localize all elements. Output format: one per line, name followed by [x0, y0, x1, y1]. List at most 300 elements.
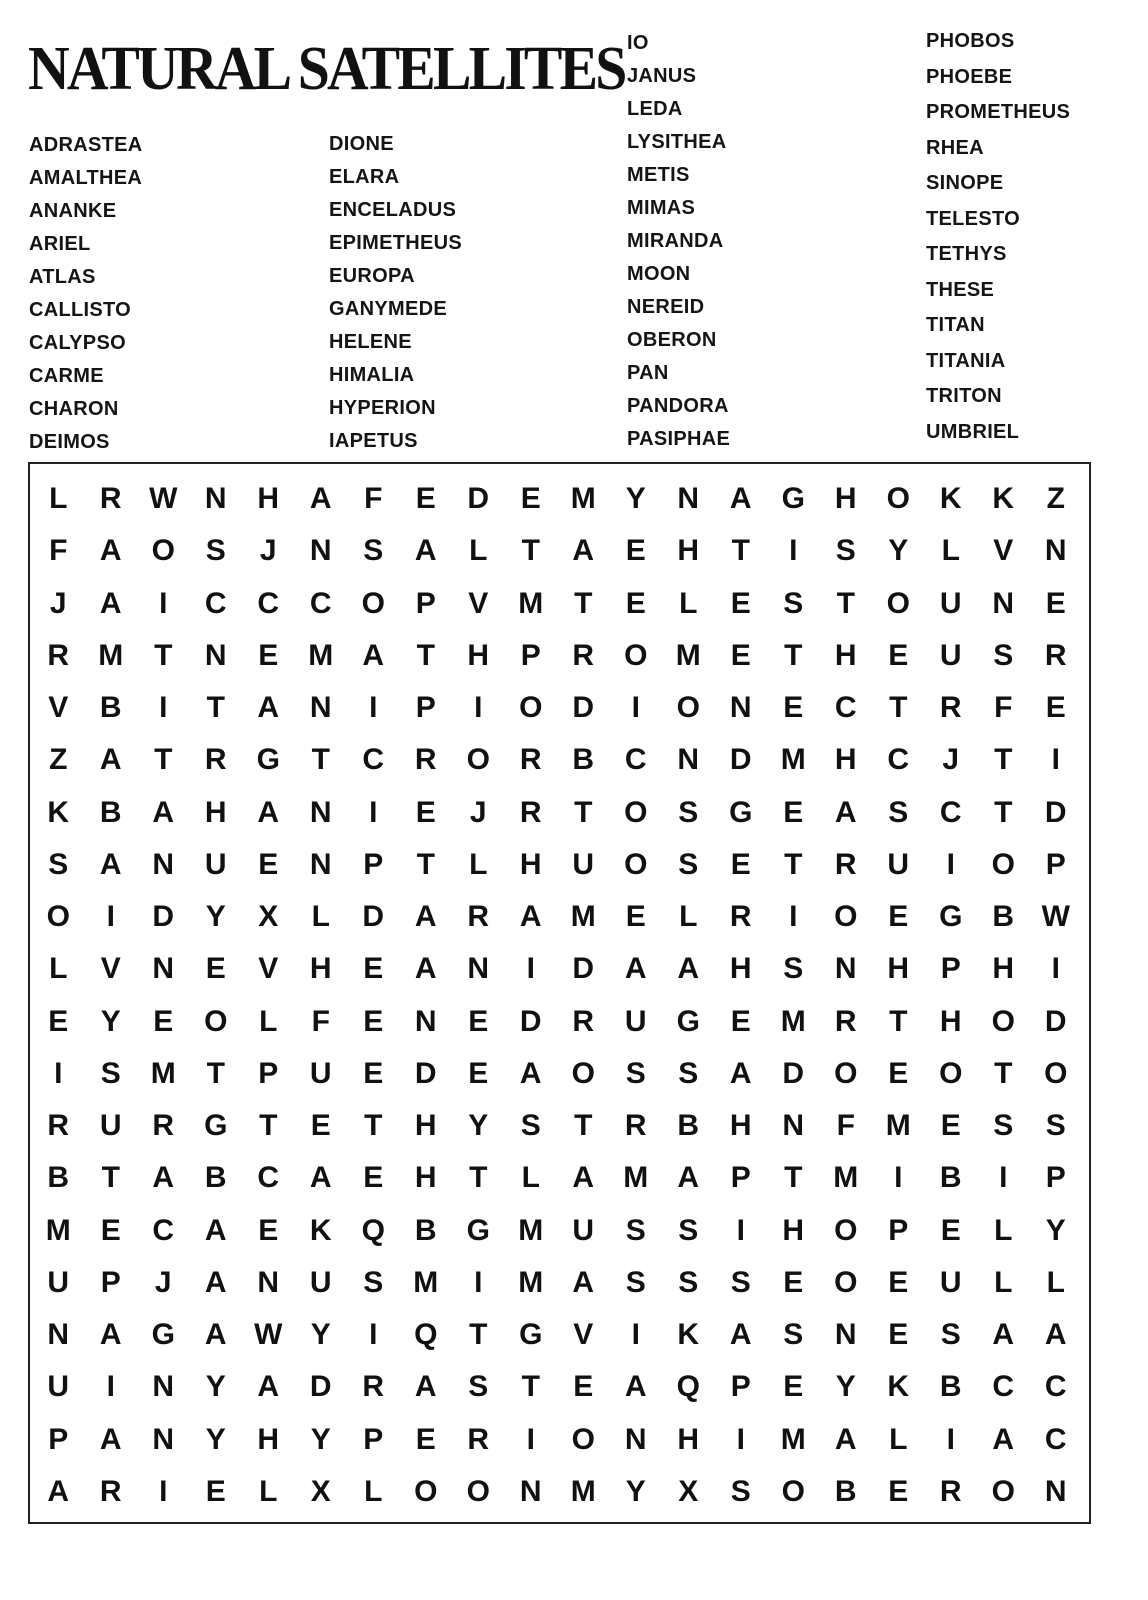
grid-letter[interactable]: B	[99, 691, 122, 725]
grid-letter[interactable]: C	[834, 691, 857, 725]
grid-letter[interactable]: N	[519, 1474, 542, 1508]
grid-letter[interactable]: S	[363, 534, 384, 568]
grid-letter[interactable]: F	[364, 482, 383, 516]
grid-letter[interactable]: Y	[310, 1422, 331, 1456]
grid-letter[interactable]: A	[204, 1318, 227, 1352]
grid-letter[interactable]: C	[1044, 1370, 1067, 1404]
grid-letter[interactable]: G	[781, 482, 805, 516]
grid-letter[interactable]: I	[789, 900, 798, 934]
grid-letter[interactable]: R	[729, 900, 752, 934]
grid-letter[interactable]: T	[521, 1370, 540, 1404]
grid-letter[interactable]: H	[729, 952, 752, 986]
grid-letter[interactable]: G	[204, 1109, 228, 1143]
grid-letter[interactable]: I	[369, 691, 378, 725]
grid-letter[interactable]: D	[729, 743, 752, 777]
grid-letter[interactable]: I	[106, 1370, 115, 1404]
grid-letter[interactable]: N	[1044, 1474, 1067, 1508]
grid-letter[interactable]: L	[49, 482, 68, 516]
grid-letter[interactable]: A	[677, 1161, 700, 1195]
grid-letter[interactable]: A	[729, 1318, 752, 1352]
grid-letter[interactable]: M	[570, 1474, 596, 1508]
grid-letter[interactable]: A	[624, 952, 647, 986]
grid-letter[interactable]: Y	[468, 1109, 489, 1143]
grid-letter[interactable]: T	[311, 743, 330, 777]
grid-letter[interactable]: N	[152, 847, 175, 881]
grid-letter[interactable]: G	[256, 743, 280, 777]
grid-letter[interactable]: T	[101, 1161, 120, 1195]
grid-letter[interactable]: L	[521, 1161, 540, 1195]
grid-letter[interactable]: S	[100, 1056, 121, 1090]
grid-letter[interactable]: D	[782, 1056, 805, 1090]
grid-letter[interactable]: T	[889, 1004, 908, 1038]
grid-letter[interactable]: P	[100, 1265, 121, 1299]
grid-letter[interactable]: O	[466, 743, 490, 777]
grid-letter[interactable]: B	[414, 1213, 437, 1247]
grid-letter[interactable]: A	[624, 1370, 647, 1404]
grid-letter[interactable]: D	[572, 691, 595, 725]
grid-letter[interactable]: H	[834, 743, 857, 777]
grid-letter[interactable]: E	[573, 1370, 594, 1404]
grid-letter[interactable]: H	[204, 795, 227, 829]
grid-letter[interactable]: T	[994, 1056, 1013, 1090]
grid-letter[interactable]: L	[259, 1474, 278, 1508]
grid-letter[interactable]: J	[259, 534, 277, 568]
grid-letter[interactable]: L	[311, 900, 330, 934]
grid-letter[interactable]: E	[888, 1318, 909, 1352]
grid-letter[interactable]: A	[1044, 1318, 1067, 1352]
grid-letter[interactable]: B	[572, 743, 595, 777]
grid-letter[interactable]: M	[780, 743, 806, 777]
grid-letter[interactable]: A	[99, 1422, 122, 1456]
grid-letter[interactable]: A	[309, 1161, 332, 1195]
grid-letter[interactable]: I	[474, 1265, 483, 1299]
grid-letter[interactable]: M	[150, 1056, 176, 1090]
grid-letter[interactable]: H	[782, 1213, 805, 1247]
grid-letter[interactable]: E	[363, 1056, 384, 1090]
grid-letter[interactable]: G	[729, 795, 753, 829]
grid-letter[interactable]: B	[47, 1161, 70, 1195]
grid-letter[interactable]: T	[154, 638, 173, 672]
grid-letter[interactable]: A	[572, 534, 595, 568]
grid-letter[interactable]: H	[677, 1422, 700, 1456]
grid-letter[interactable]: Y	[625, 1474, 646, 1508]
grid-letter[interactable]: A	[257, 691, 280, 725]
grid-letter[interactable]: E	[730, 1004, 751, 1038]
grid-letter[interactable]: O	[519, 691, 543, 725]
grid-letter[interactable]: A	[152, 1161, 175, 1195]
grid-letter[interactable]: E	[415, 1422, 436, 1456]
grid-letter[interactable]: S	[48, 847, 69, 881]
grid-letter[interactable]: L	[1046, 1265, 1065, 1299]
grid-letter[interactable]: A	[362, 638, 385, 672]
grid-letter[interactable]: A	[729, 482, 752, 516]
grid-letter[interactable]: I	[526, 952, 535, 986]
grid-letter[interactable]: S	[625, 1056, 646, 1090]
grid-letter[interactable]: R	[572, 638, 595, 672]
grid-letter[interactable]: N	[992, 586, 1015, 620]
grid-letter[interactable]: E	[1045, 691, 1066, 725]
grid-letter[interactable]: B	[834, 1474, 857, 1508]
grid-letter[interactable]: M	[885, 1109, 911, 1143]
grid-letter[interactable]: F	[994, 691, 1013, 725]
grid-letter[interactable]: J	[942, 743, 960, 777]
grid-letter[interactable]: B	[939, 1161, 962, 1195]
grid-letter[interactable]: S	[363, 1265, 384, 1299]
grid-letter[interactable]: S	[730, 1474, 751, 1508]
grid-letter[interactable]: O	[414, 1474, 438, 1508]
grid-letter[interactable]: R	[519, 743, 542, 777]
grid-letter[interactable]: U	[572, 1213, 595, 1247]
grid-letter[interactable]: O	[991, 1474, 1015, 1508]
grid-letter[interactable]: X	[678, 1474, 699, 1508]
grid-letter[interactable]: S	[783, 586, 804, 620]
grid-letter[interactable]: N	[729, 691, 752, 725]
grid-letter[interactable]: O	[571, 1422, 595, 1456]
grid-letter[interactable]: Z	[1046, 482, 1065, 516]
grid-letter[interactable]: E	[888, 1056, 909, 1090]
grid-letter[interactable]: M	[623, 1161, 649, 1195]
grid-letter[interactable]: N	[204, 638, 227, 672]
grid-letter[interactable]: A	[519, 1056, 542, 1090]
grid-letter[interactable]: H	[257, 1422, 280, 1456]
grid-letter[interactable]: N	[309, 691, 332, 725]
grid-letter[interactable]: T	[416, 638, 435, 672]
grid-letter[interactable]: T	[521, 534, 540, 568]
grid-letter[interactable]: E	[468, 1056, 489, 1090]
grid-letter[interactable]: I	[999, 1161, 1008, 1195]
grid-letter[interactable]: I	[894, 1161, 903, 1195]
grid-letter[interactable]: M	[98, 638, 124, 672]
grid-letter[interactable]: M	[833, 1161, 859, 1195]
grid-letter[interactable]: O	[361, 586, 385, 620]
grid-letter[interactable]: L	[469, 847, 488, 881]
grid-letter[interactable]: T	[994, 743, 1013, 777]
grid-letter[interactable]: X	[258, 900, 279, 934]
grid-letter[interactable]: A	[99, 743, 122, 777]
grid-letter[interactable]: A	[572, 1265, 595, 1299]
grid-letter[interactable]: E	[625, 900, 646, 934]
grid-letter[interactable]: E	[625, 586, 646, 620]
grid-letter[interactable]: Y	[1045, 1213, 1066, 1247]
grid-letter[interactable]: V	[573, 1318, 594, 1352]
grid-letter[interactable]: S	[520, 1109, 541, 1143]
grid-letter[interactable]: C	[362, 743, 385, 777]
grid-letter[interactable]: O	[624, 638, 648, 672]
grid-letter[interactable]: M	[308, 638, 334, 672]
grid-letter[interactable]: E	[730, 638, 751, 672]
grid-letter[interactable]: S	[678, 847, 699, 881]
grid-letter[interactable]: A	[309, 482, 332, 516]
grid-letter[interactable]: L	[679, 900, 698, 934]
grid-letter[interactable]: H	[257, 482, 280, 516]
grid-letter[interactable]: Y	[835, 1370, 856, 1404]
grid-letter[interactable]: S	[1045, 1109, 1066, 1143]
grid-letter[interactable]: E	[310, 1109, 331, 1143]
grid-letter[interactable]: E	[205, 952, 226, 986]
grid-letter[interactable]: G	[676, 1004, 700, 1038]
grid-letter[interactable]: E	[48, 1004, 69, 1038]
grid-letter[interactable]: T	[574, 1109, 593, 1143]
grid-letter[interactable]: S	[678, 1213, 699, 1247]
grid-letter[interactable]: T	[731, 534, 750, 568]
grid-letter[interactable]: Q	[676, 1370, 700, 1404]
grid-letter[interactable]: U	[624, 1004, 647, 1038]
grid-letter[interactable]: U	[939, 638, 962, 672]
grid-letter[interactable]: N	[1044, 534, 1067, 568]
grid-letter[interactable]: E	[888, 638, 909, 672]
grid-letter[interactable]: A	[257, 795, 280, 829]
grid-letter[interactable]: Q	[414, 1318, 438, 1352]
grid-letter[interactable]: B	[204, 1161, 227, 1195]
grid-letter[interactable]: E	[205, 1474, 226, 1508]
grid-letter[interactable]: G	[466, 1213, 490, 1247]
grid-letter[interactable]: O	[46, 900, 70, 934]
grid-letter[interactable]: U	[939, 586, 962, 620]
grid-letter[interactable]: A	[414, 534, 437, 568]
grid-letter[interactable]: I	[736, 1422, 745, 1456]
grid-letter[interactable]: S	[993, 638, 1014, 672]
grid-letter[interactable]: T	[206, 1056, 225, 1090]
grid-letter[interactable]: H	[467, 638, 490, 672]
grid-letter[interactable]: T	[784, 847, 803, 881]
grid-letter[interactable]: D	[572, 952, 595, 986]
grid-letter[interactable]: S	[835, 534, 856, 568]
grid-letter[interactable]: E	[258, 638, 279, 672]
grid-letter[interactable]: E	[783, 691, 804, 725]
grid-letter[interactable]: R	[414, 743, 437, 777]
grid-letter[interactable]: M	[45, 1213, 71, 1247]
grid-letter[interactable]: T	[574, 795, 593, 829]
grid-letter[interactable]: H	[939, 1004, 962, 1038]
grid-letter[interactable]: N	[834, 1318, 857, 1352]
grid-letter[interactable]: C	[257, 586, 280, 620]
grid-letter[interactable]: I	[1051, 743, 1060, 777]
grid-letter[interactable]: M	[413, 1265, 439, 1299]
grid-letter[interactable]: E	[258, 847, 279, 881]
grid-letter[interactable]: B	[992, 900, 1015, 934]
grid-letter[interactable]: T	[836, 586, 855, 620]
grid-letter[interactable]: I	[789, 534, 798, 568]
grid-letter[interactable]: E	[363, 1161, 384, 1195]
grid-letter[interactable]: T	[416, 847, 435, 881]
grid-letter[interactable]: K	[887, 1370, 910, 1404]
grid-letter[interactable]: L	[889, 1422, 908, 1456]
grid-letter[interactable]: I	[159, 586, 168, 620]
grid-letter[interactable]: U	[99, 1109, 122, 1143]
grid-letter[interactable]: Y	[888, 534, 909, 568]
grid-letter[interactable]: I	[369, 795, 378, 829]
grid-letter[interactable]: E	[783, 1265, 804, 1299]
grid-letter[interactable]: E	[520, 482, 541, 516]
grid-letter[interactable]: T	[259, 1109, 278, 1143]
grid-letter[interactable]: I	[159, 1474, 168, 1508]
grid-letter[interactable]: S	[783, 1318, 804, 1352]
grid-letter[interactable]: O	[886, 586, 910, 620]
grid-letter[interactable]: L	[994, 1265, 1013, 1299]
grid-letter[interactable]: M	[780, 1004, 806, 1038]
grid-letter[interactable]: Y	[205, 1370, 226, 1404]
grid-letter[interactable]: E	[468, 1004, 489, 1038]
grid-letter[interactable]: M	[518, 1265, 544, 1299]
grid-letter[interactable]: M	[570, 482, 596, 516]
grid-letter[interactable]: C	[257, 1161, 280, 1195]
grid-letter[interactable]: S	[625, 1213, 646, 1247]
grid-letter[interactable]: A	[729, 1056, 752, 1090]
grid-letter[interactable]: R	[519, 795, 542, 829]
grid-letter[interactable]: O	[834, 1056, 858, 1090]
grid-letter[interactable]: O	[624, 847, 648, 881]
grid-letter[interactable]: E	[730, 847, 751, 881]
grid-letter[interactable]: P	[730, 1161, 751, 1195]
grid-letter[interactable]: P	[520, 638, 541, 672]
grid-letter[interactable]: B	[99, 795, 122, 829]
grid-letter[interactable]: A	[992, 1318, 1015, 1352]
grid-letter[interactable]: D	[362, 900, 385, 934]
grid-letter[interactable]: O	[1044, 1056, 1068, 1090]
grid-letter[interactable]: N	[309, 847, 332, 881]
grid-letter[interactable]: N	[47, 1318, 70, 1352]
grid-letter[interactable]: T	[206, 691, 225, 725]
grid-letter[interactable]: L	[679, 586, 698, 620]
grid-letter[interactable]: Y	[205, 1422, 226, 1456]
grid-letter[interactable]: P	[363, 1422, 384, 1456]
grid-letter[interactable]: J	[154, 1265, 172, 1299]
grid-letter[interactable]: H	[834, 482, 857, 516]
grid-letter[interactable]: L	[469, 534, 488, 568]
grid-letter[interactable]: C	[939, 795, 962, 829]
grid-letter[interactable]: A	[99, 1318, 122, 1352]
grid-letter[interactable]: S	[678, 1056, 699, 1090]
grid-letter[interactable]: M	[675, 638, 701, 672]
grid-letter[interactable]: E	[363, 1004, 384, 1038]
grid-letter[interactable]: I	[736, 1213, 745, 1247]
grid-letter[interactable]: R	[834, 847, 857, 881]
grid-letter[interactable]: N	[677, 482, 700, 516]
grid-letter[interactable]: V	[258, 952, 279, 986]
grid-letter[interactable]: O	[676, 691, 700, 725]
grid-letter[interactable]: P	[415, 586, 436, 620]
grid-letter[interactable]: Q	[361, 1213, 385, 1247]
grid-letter[interactable]: U	[47, 1265, 70, 1299]
grid-letter[interactable]: E	[888, 1474, 909, 1508]
grid-letter[interactable]: N	[309, 534, 332, 568]
grid-letter[interactable]: S	[205, 534, 226, 568]
grid-letter[interactable]: A	[152, 795, 175, 829]
grid-letter[interactable]: D	[467, 482, 490, 516]
grid-letter[interactable]: H	[992, 952, 1015, 986]
grid-letter[interactable]: H	[887, 952, 910, 986]
grid-letter[interactable]: E	[940, 1109, 961, 1143]
grid-letter[interactable]: S	[940, 1318, 961, 1352]
grid-letter[interactable]: E	[363, 952, 384, 986]
grid-letter[interactable]: S	[678, 1265, 699, 1299]
grid-letter[interactable]: P	[363, 847, 384, 881]
grid-letter[interactable]: H	[309, 952, 332, 986]
grid-letter[interactable]: P	[940, 952, 961, 986]
grid-letter[interactable]: O	[624, 795, 648, 829]
grid-letter[interactable]: A	[834, 795, 857, 829]
grid-letter[interactable]: O	[991, 1004, 1015, 1038]
grid-letter[interactable]: T	[469, 1161, 488, 1195]
grid-letter[interactable]: O	[939, 1056, 963, 1090]
grid-letter[interactable]: U	[939, 1265, 962, 1299]
grid-letter[interactable]: D	[519, 1004, 542, 1038]
grid-letter[interactable]: M	[518, 1213, 544, 1247]
grid-letter[interactable]: V	[468, 586, 489, 620]
grid-letter[interactable]: T	[154, 743, 173, 777]
grid-letter[interactable]: I	[631, 691, 640, 725]
grid-letter[interactable]: O	[834, 1213, 858, 1247]
grid-letter[interactable]: I	[946, 1422, 955, 1456]
grid-letter[interactable]: A	[414, 900, 437, 934]
grid-letter[interactable]: E	[783, 795, 804, 829]
grid-letter[interactable]: T	[784, 1161, 803, 1195]
grid-letter[interactable]: E	[940, 1213, 961, 1247]
grid-letter[interactable]: N	[152, 1422, 175, 1456]
grid-letter[interactable]: E	[415, 482, 436, 516]
grid-letter[interactable]: W	[149, 482, 178, 516]
grid-letter[interactable]: W	[1041, 900, 1070, 934]
grid-letter[interactable]: H	[414, 1109, 437, 1143]
grid-letter[interactable]: O	[834, 1265, 858, 1299]
grid-letter[interactable]: C	[992, 1370, 1015, 1404]
grid-letter[interactable]: J	[49, 586, 67, 620]
grid-letter[interactable]: S	[730, 1265, 751, 1299]
grid-letter[interactable]: A	[414, 952, 437, 986]
grid-letter[interactable]: P	[730, 1370, 751, 1404]
grid-letter[interactable]: E	[888, 1265, 909, 1299]
grid-letter[interactable]: J	[469, 795, 487, 829]
grid-letter[interactable]: V	[993, 534, 1014, 568]
grid-letter[interactable]: E	[783, 1370, 804, 1404]
grid-letter[interactable]: B	[939, 1370, 962, 1404]
grid-letter[interactable]: R	[939, 691, 962, 725]
grid-letter[interactable]: L	[941, 534, 960, 568]
grid-letter[interactable]: U	[309, 1265, 332, 1299]
grid-letter[interactable]: U	[47, 1370, 70, 1404]
grid-letter[interactable]: L	[49, 952, 68, 986]
grid-letter[interactable]: E	[100, 1213, 121, 1247]
grid-letter[interactable]: A	[204, 1213, 227, 1247]
grid-letter[interactable]: R	[152, 1109, 175, 1143]
grid-letter[interactable]: S	[888, 795, 909, 829]
grid-letter[interactable]: B	[677, 1109, 700, 1143]
grid-letter[interactable]: D	[309, 1370, 332, 1404]
grid-letter[interactable]: R	[204, 743, 227, 777]
grid-letter[interactable]: E	[258, 1213, 279, 1247]
grid-letter[interactable]: O	[151, 534, 175, 568]
grid-letter[interactable]: R	[624, 1109, 647, 1143]
grid-letter[interactable]: Y	[625, 482, 646, 516]
grid-letter[interactable]: H	[677, 534, 700, 568]
grid-letter[interactable]: Y	[310, 1318, 331, 1352]
grid-letter[interactable]: N	[624, 1422, 647, 1456]
grid-letter[interactable]: S	[993, 1109, 1014, 1143]
grid-letter[interactable]: C	[204, 586, 227, 620]
grid-letter[interactable]: Y	[205, 900, 226, 934]
grid-letter[interactable]: P	[888, 1213, 909, 1247]
grid-letter[interactable]: N	[257, 1265, 280, 1299]
grid-letter[interactable]: N	[834, 952, 857, 986]
grid-letter[interactable]: T	[574, 586, 593, 620]
grid-letter[interactable]: P	[1045, 1161, 1066, 1195]
grid-letter[interactable]: L	[259, 1004, 278, 1038]
grid-letter[interactable]: R	[99, 482, 122, 516]
grid-letter[interactable]: R	[47, 1109, 70, 1143]
grid-letter[interactable]: A	[414, 1370, 437, 1404]
grid-letter[interactable]: K	[992, 482, 1015, 516]
grid-letter[interactable]: D	[1044, 795, 1067, 829]
